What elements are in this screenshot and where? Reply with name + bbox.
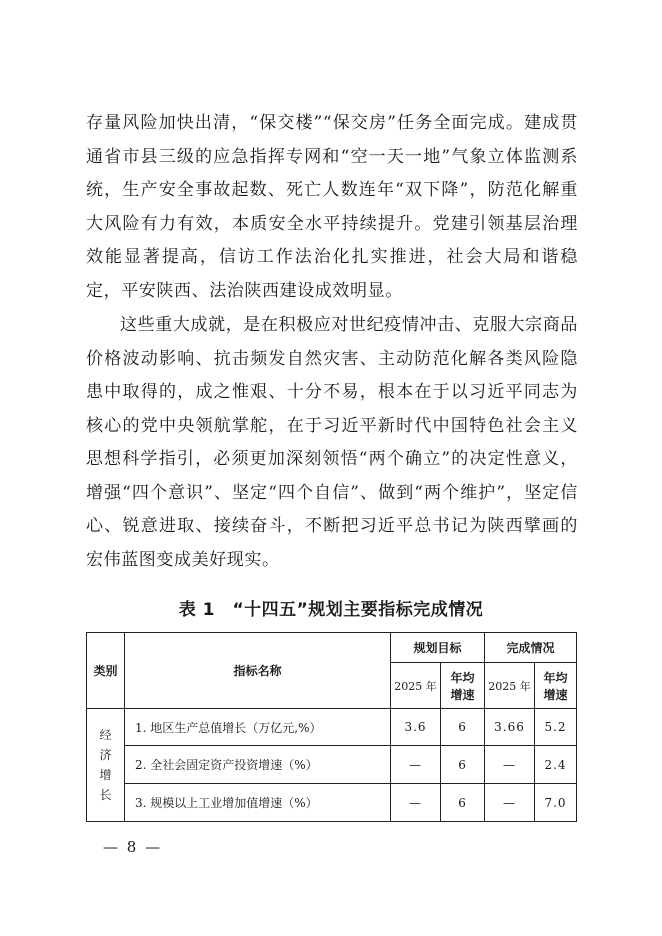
category-cell xyxy=(87,709,125,822)
plan-2025-value: — xyxy=(391,784,441,822)
plan-growth-value: 6 xyxy=(441,709,485,746)
indicator-name: 2. 全社会固定资产投资增速（%） xyxy=(125,746,391,784)
plan-growth-value: 6 xyxy=(441,784,485,822)
actual-2025-value: 3.66 xyxy=(485,709,535,746)
body-paragraph-2: 这些重大成就，是在积极应对世纪疫情冲击、克服大宗商品价格波动影响、抗击频发自然灾害、主动防范化解各类风险隐患中取得的，成之惟艰、十分不易，根本在于以习近平同志为核心的党中央领航掌舵，在于习近平新时代中国特色社会主义思想科学指引，必须更加深刻领悟“两个确立”的决定性意义，增强“四个意识”、坚定“四个自信”、做到“两个维护”，坚定信心、锐意进取、接续奋斗，不断把习近平总书记为陕西擘画的宏伟蓝图变成美好现实。 xyxy=(86,315,578,570)
header-category: 类别 xyxy=(87,633,125,709)
header-actual-growth: 年均 增速 xyxy=(535,663,577,709)
plan-growth-value: 6 xyxy=(441,746,485,784)
header-completion: 完成情况 xyxy=(485,633,577,663)
actual-growth-value: 7.0 xyxy=(535,784,577,822)
header-row-1 xyxy=(87,633,577,663)
plan-2025-value: 3.6 xyxy=(391,709,441,746)
actual-2025-value: — xyxy=(485,746,535,784)
table-title: 表 1 “十四五”规划主要指标完成情况 xyxy=(178,600,484,620)
indicator-name: 3. 规模以上工业增加值增速（%） xyxy=(125,784,391,822)
header-plan-growth: 年均 增速 xyxy=(441,663,485,709)
actual-growth-value: 5.2 xyxy=(535,709,577,746)
table-row xyxy=(87,746,577,784)
body-paragraph-1: 存量风险加快出清，“保交楼”“保交房”任务全面完成。建成贯通省市县三级的应急指挥专网和“空一天一地”气象立体监测系统，生产安全事故起数、死亡人数连年“双下降”，防范化解重大风险有力有效，本质安全水平持续提升。党建引领基层治理效能显著提高，信访工作法治化扎实推进，社会大局和谐稳定，平安陕西、法治陕西建设成效明显。 xyxy=(86,113,578,301)
table-row xyxy=(87,709,577,746)
indicator-name: 1. 地区生产总值增长（万亿元,%） xyxy=(125,709,391,746)
page-number: — 8 — xyxy=(103,838,163,856)
table-row xyxy=(87,784,577,822)
actual-2025-value: — xyxy=(485,784,535,822)
category-label: 经 济 增 长 xyxy=(99,728,112,802)
actual-growth-value: 2.4 xyxy=(535,746,577,784)
plan-2025-value: — xyxy=(391,746,441,784)
header-plan-target: 规划目标 xyxy=(391,633,485,663)
header-indicator-name: 指标名称 xyxy=(125,633,391,709)
indicators-table xyxy=(86,632,577,822)
header-actual-2025: 2025 年 xyxy=(485,663,535,709)
header-plan-2025: 2025 年 xyxy=(391,663,441,709)
